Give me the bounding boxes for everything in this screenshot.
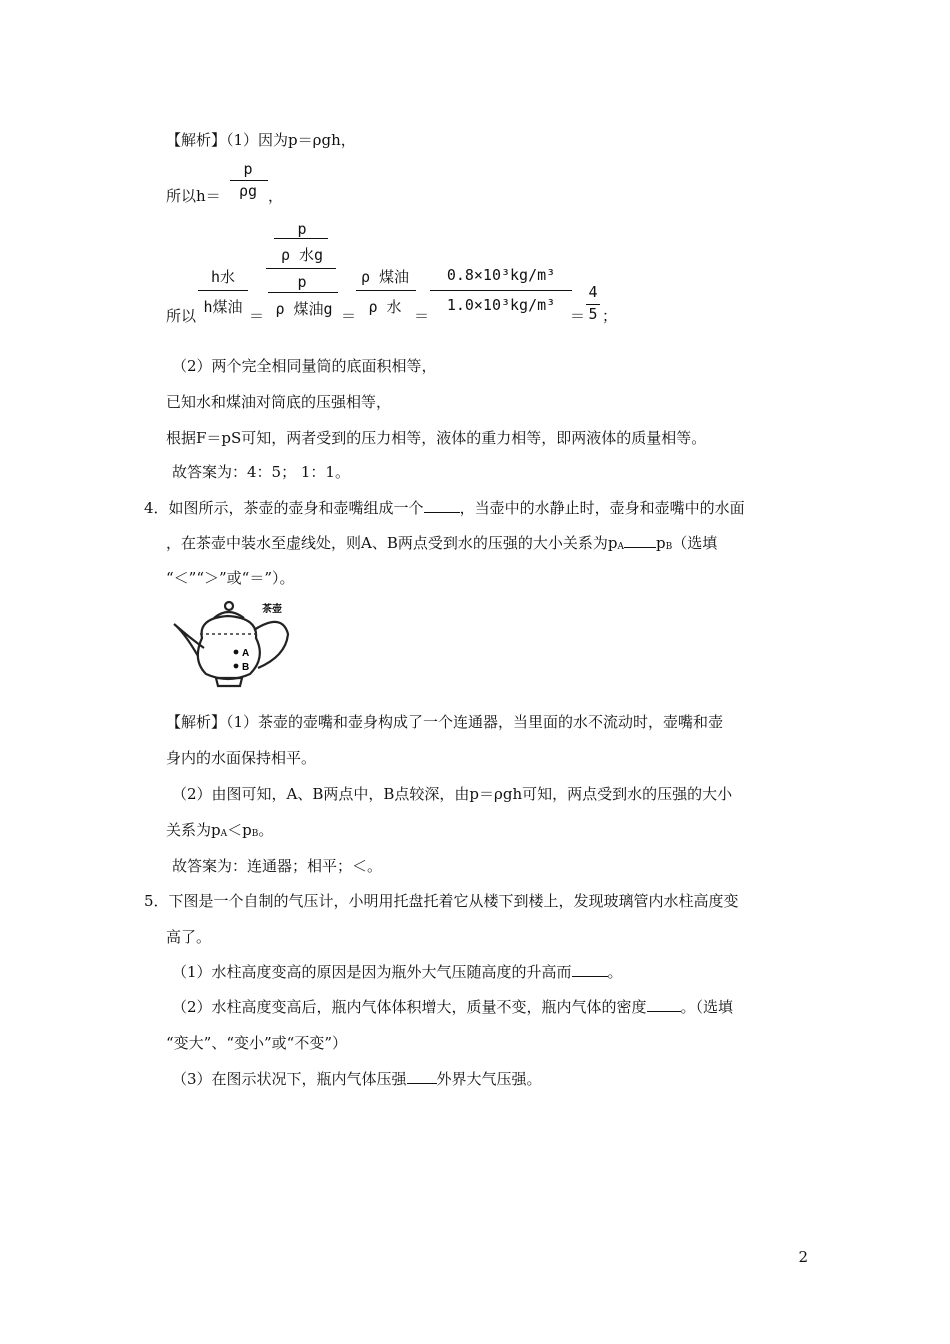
question-number: 5．: [144, 892, 169, 910]
point-b-label: B: [242, 662, 250, 673]
analysis-part2-line1: （2）两个完全相同量筒的底面积相等，: [172, 357, 437, 375]
point-a-label: A: [242, 648, 250, 659]
fraction-result: 4: [588, 283, 598, 301]
question-4-line2: ，在茶壶中装水至虚线处，则A、B两点受到水的压强的大小关系为pA pB（选填: [166, 534, 718, 552]
teapot-figure: [170, 598, 296, 690]
fraction-rho-ratio: ρ 煤油: [360, 268, 410, 286]
point-b: [234, 664, 239, 669]
q4-analysis-line1: 【解析】（1）茶壶的壶嘴和壶身构成了一个连通器，当里面的水不流动时，壶嘴和壶: [166, 713, 724, 731]
answer-blank: [624, 533, 656, 548]
answer-blank: [647, 997, 681, 1012]
question-5-sub2-options: “变大”、“变小”或“不变”）: [166, 1034, 348, 1052]
answer-blank: [424, 498, 460, 513]
fraction-density-values: 0.8×10³kg/m³: [446, 266, 556, 284]
teapot-label: 茶壶: [262, 604, 282, 615]
question-4-line1: 4．如图所示，茶壶的壶身和壶嘴组成一个 ，当壶中的水静止时，壶身和壶嘴中的水面: [144, 499, 745, 517]
point-a: [234, 650, 239, 655]
formula-h-line: 所以h＝: [166, 187, 221, 205]
question-5-sub1: （1）水柱高度变高的原因是因为瓶外大气压随高度的升高而 。: [172, 963, 623, 981]
analysis-line: 【解析】（1）因为p＝ρgh，: [166, 131, 356, 149]
question-5-line1: 5．下图是一个自制的气压计，小明用托盘托着它从楼下到楼上，发现玻璃管内水柱高度变: [144, 892, 739, 910]
analysis-tag: 【解析】: [166, 131, 227, 149]
fraction-h-ratio: h水: [210, 268, 236, 286]
question-5-line2: 高了。: [166, 928, 212, 946]
analysis-tag: 【解析】: [166, 713, 227, 731]
fraction-p-over-rho-g: p: [243, 160, 253, 178]
question-number: 4．: [144, 499, 169, 517]
answer-blank: [407, 1069, 437, 1084]
answer-line: 故答案为：4：5； 1：1。: [172, 463, 350, 481]
q4-analysis-line2: 身内的水面保持相平。: [166, 749, 317, 767]
question-4-line3: “＜”“＞”或“＝”）。: [166, 569, 295, 587]
q4-analysis-line3: （2）由图可知，A、B两点中，B点较深，由p＝ρgh可知，两点受到水的压强的大小: [172, 785, 733, 803]
answer-blank: [572, 962, 608, 977]
teapot-body: [198, 616, 260, 679]
question-5-sub3: （3）在图示状况下，瓶内气体压强 外界大气压强。: [172, 1070, 542, 1088]
analysis-part2-line3: 根据F＝pS可知，两者受到的压力相等，液体的重力相等，即两液体的质量相等。: [166, 429, 707, 447]
page-number: 2: [798, 1248, 808, 1266]
question-5-sub2: （2）水柱高度变高后，瓶内气体体积增大，质量不变，瓶内气体的密度 。（选填: [172, 998, 734, 1016]
q4-answer-line: 故答案为：连通器；相平；＜。: [172, 857, 383, 875]
q4-analysis-line4: 关系为pA＜pB。: [166, 821, 274, 839]
fraction-bar: [230, 180, 268, 181]
analysis-part2-line2: 已知水和煤油对筒底的压强相等，: [166, 393, 392, 411]
ratio-line-prefix: 所以: [166, 307, 197, 325]
compound-fraction: p: [297, 220, 307, 238]
teapot-spout: [174, 624, 204, 656]
